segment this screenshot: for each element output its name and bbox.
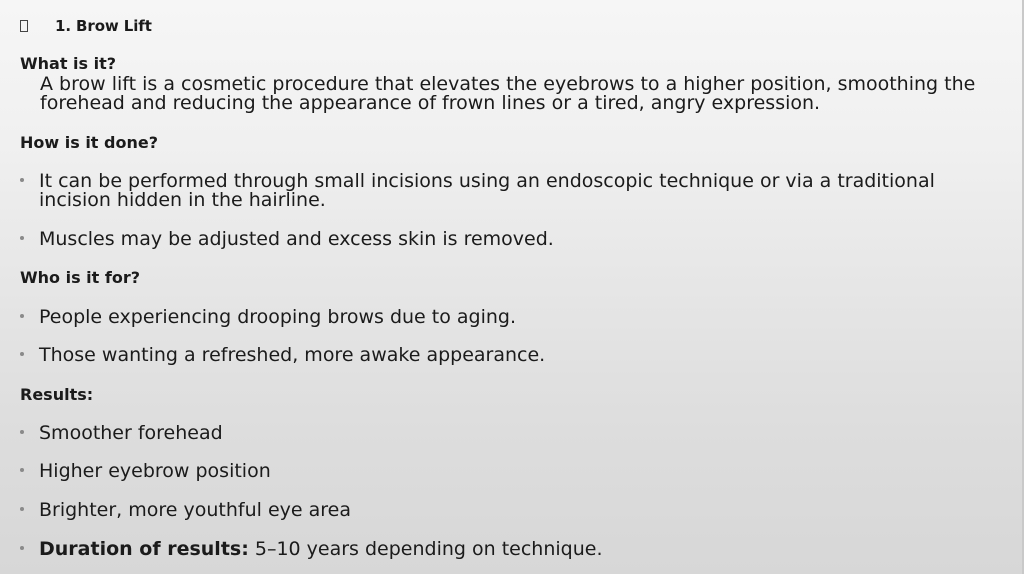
what-is-it-paragraph: A brow lift is a cosmetic procedure that elevates the eyebrows to a higher position, smoothing the forehead and reducing the appearance of frown lines or a tired, angry expression. <box>40 73 976 114</box>
list-item-text: Those wanting a refreshed, more awake appearance. <box>39 344 546 366</box>
list-item <box>20 308 1000 327</box>
duration-value: 5–10 years depending on technique. <box>248 538 603 560</box>
list-item <box>20 424 1000 443</box>
bullet-icon <box>20 507 24 511</box>
missing-glyph-icon <box>20 20 28 32</box>
list-item-text: Muscles may be adjusted and excess skin is removed. <box>39 228 554 250</box>
heading-who-is-it-for: Who is it for? <box>20 268 141 287</box>
list-item <box>20 540 1000 559</box>
list-item-text: People experiencing drooping brows due to aging. <box>39 306 517 328</box>
list-item <box>20 346 1000 365</box>
bullet-icon <box>20 314 24 318</box>
bullet-icon <box>20 430 24 434</box>
heading-how-is-it-done: How is it done? <box>20 133 158 152</box>
bullet-icon <box>20 468 24 472</box>
list-item <box>20 501 1000 520</box>
list-item-text: Brighter, more youthful eye area <box>39 499 351 521</box>
slide-title-row <box>20 16 152 36</box>
list-item <box>20 462 1000 481</box>
heading-results: Results: <box>20 385 94 404</box>
list-item-text: Higher eyebrow position <box>39 460 271 482</box>
bullet-icon <box>20 178 24 182</box>
list-item <box>20 172 1000 210</box>
list-item <box>20 230 1000 249</box>
duration-label: Duration of results: <box>39 538 249 560</box>
list-item-text: Smoother forehead <box>39 422 223 444</box>
bullet-icon <box>20 546 24 550</box>
list-item-text: It can be performed through small incisions using an endoscopic technique or via a traditional incision hidden in the hairline. <box>39 170 935 211</box>
bullet-icon <box>20 352 24 356</box>
bullet-icon <box>20 236 24 240</box>
duration-line <box>39 540 1000 559</box>
slide-title: 1. Brow Lift <box>55 17 152 35</box>
heading-what-is-it: What is it? <box>20 54 117 73</box>
